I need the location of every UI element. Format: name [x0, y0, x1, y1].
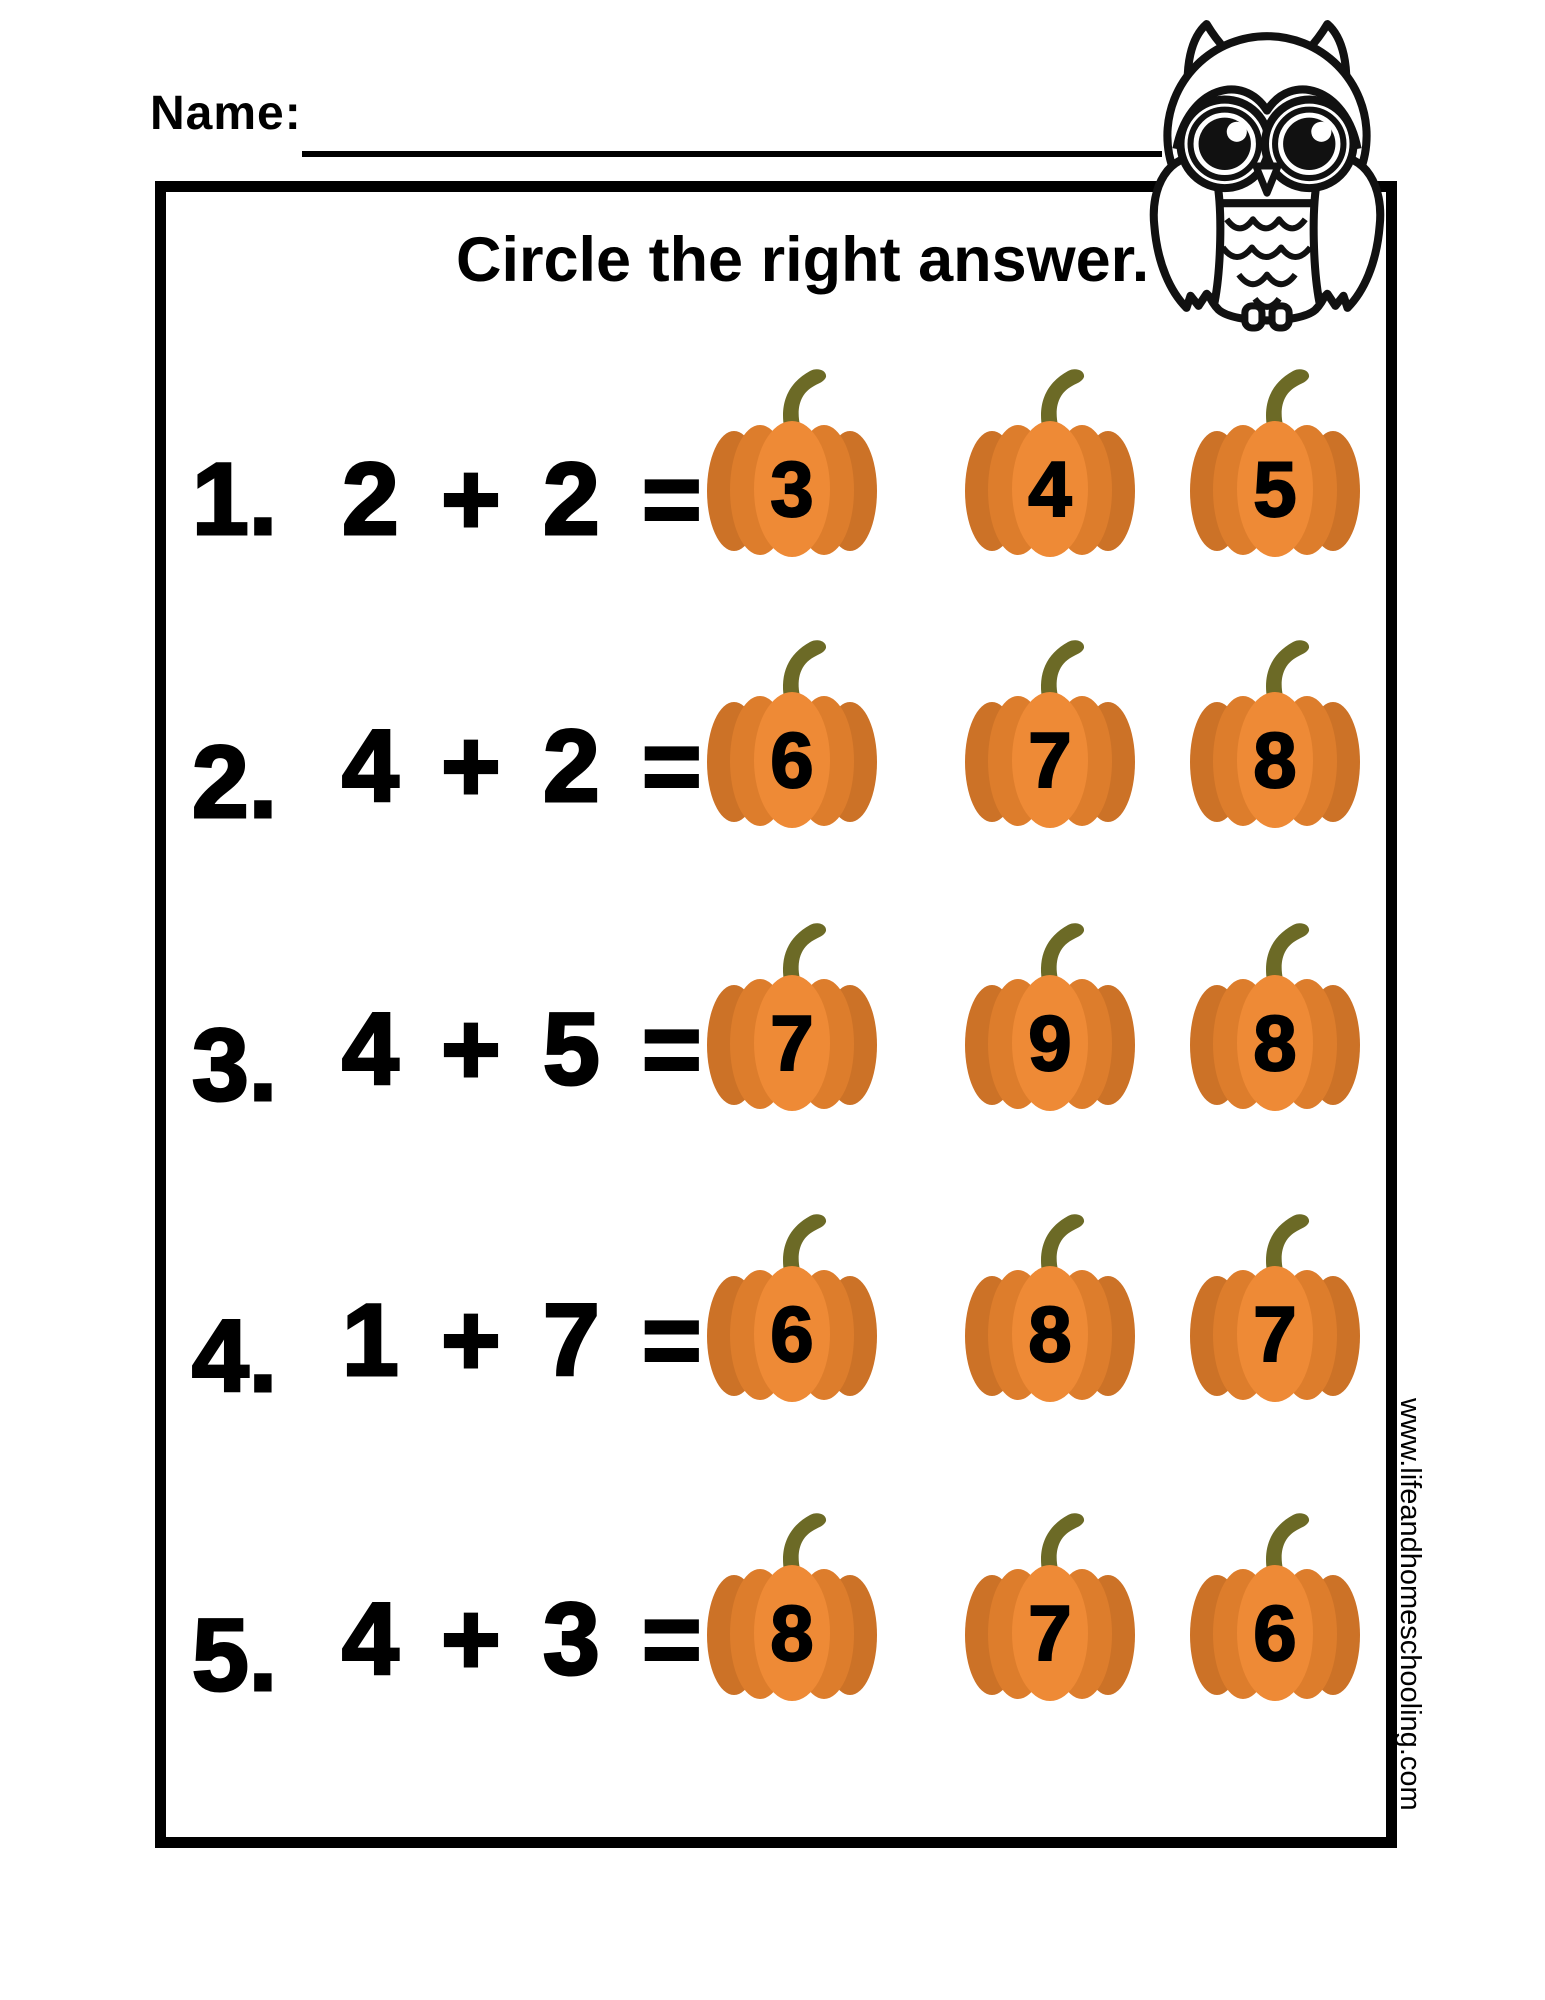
problem-number: 3.	[192, 1007, 278, 1122]
answer-choice: 7	[770, 999, 814, 1087]
answer-choice: 6	[770, 716, 814, 804]
answer-pumpkin[interactable]	[960, 1208, 1140, 1404]
answer-choice: 6	[770, 1290, 814, 1378]
answer-choice: 8	[1028, 1290, 1072, 1378]
name-write-line[interactable]	[302, 151, 1162, 157]
problem-number: 2.	[192, 724, 278, 839]
answer-choice: 5	[1253, 445, 1297, 533]
answer-choice: 4	[1028, 445, 1072, 533]
answer-pumpkin[interactable]	[960, 1507, 1140, 1703]
answer-pumpkin[interactable]	[1185, 634, 1365, 830]
answer-choice: 9	[1028, 999, 1072, 1087]
answer-pumpkin[interactable]	[702, 1507, 882, 1703]
answer-pumpkin[interactable]	[702, 917, 882, 1113]
problem-number: 1.	[192, 441, 278, 556]
answer-choice: 8	[1253, 999, 1297, 1087]
answer-row-4	[0, 1208, 1545, 1404]
answer-pumpkin[interactable]	[1185, 1208, 1365, 1404]
answer-row-3	[0, 917, 1545, 1113]
answer-choice: 8	[1253, 716, 1297, 804]
answer-row-5	[0, 1507, 1545, 1703]
answer-pumpkin[interactable]	[960, 634, 1140, 830]
answer-pumpkin[interactable]	[702, 1208, 882, 1404]
problem-equation: 1 + 7 =	[342, 1282, 705, 1397]
answer-choice: 7	[1253, 1290, 1297, 1378]
answer-choice: 6	[1253, 1589, 1297, 1677]
answer-row-2	[0, 634, 1545, 830]
answer-pumpkin[interactable]	[1185, 363, 1365, 559]
answer-choice: 8	[770, 1589, 814, 1677]
answer-choice: 7	[1028, 716, 1072, 804]
answer-pumpkin[interactable]	[1185, 917, 1365, 1113]
watermark-url: www.lifeandhomeschooling.com	[1394, 1398, 1426, 1811]
answer-pumpkin[interactable]	[1185, 1507, 1365, 1703]
problem-equation: 2 + 2 =	[342, 441, 705, 556]
answer-pumpkin[interactable]	[960, 917, 1140, 1113]
answer-row-1	[0, 363, 1545, 559]
answer-choice: 3	[770, 445, 814, 533]
problem-equation: 4 + 2 =	[342, 708, 705, 823]
owl-illustration	[1126, 10, 1408, 332]
problem-equation: 4 + 3 =	[342, 1581, 705, 1696]
page-title: Circle the right answer.	[456, 225, 1150, 295]
name-label: Name:	[150, 87, 302, 140]
answer-pumpkin[interactable]	[960, 363, 1140, 559]
answer-choice: 7	[1028, 1589, 1072, 1677]
answer-pumpkin[interactable]	[702, 363, 882, 559]
problem-number: 5.	[192, 1597, 278, 1712]
answer-pumpkin[interactable]	[702, 634, 882, 830]
problem-equation: 4 + 5 =	[342, 991, 705, 1106]
problem-number: 4.	[192, 1298, 278, 1413]
